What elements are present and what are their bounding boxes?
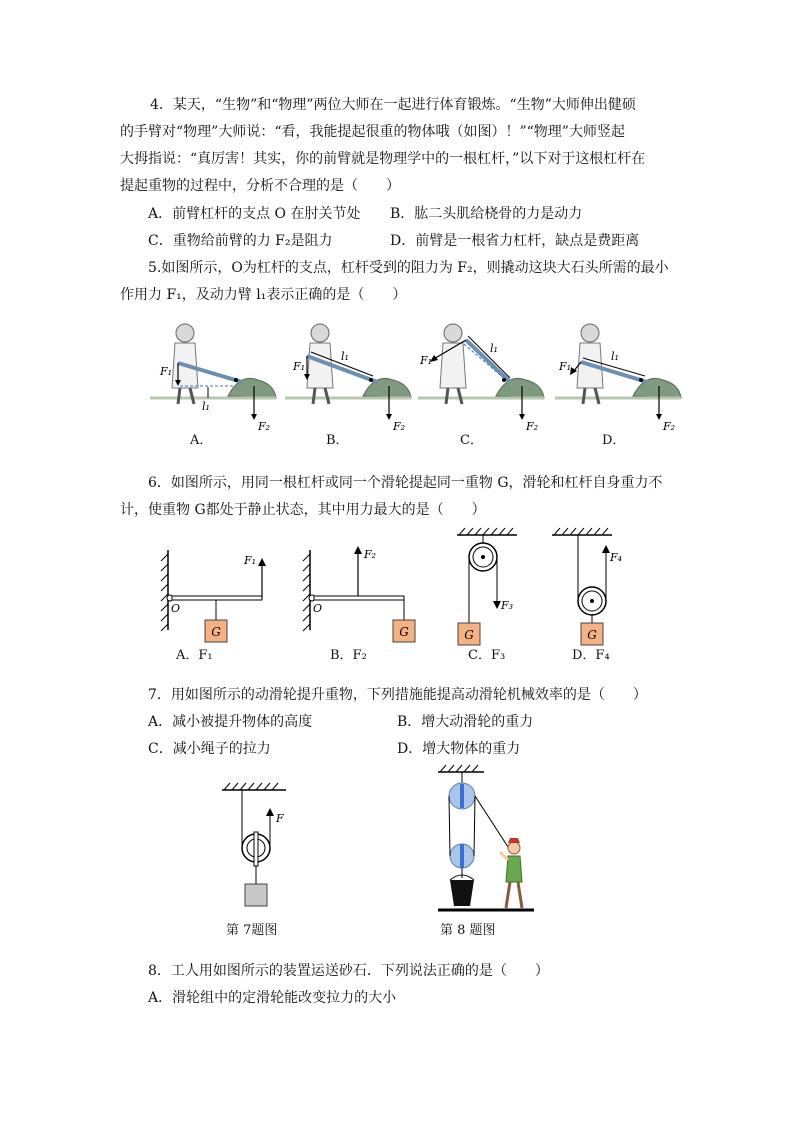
label-l1: l₁ xyxy=(341,350,349,363)
q6-caption-c: C．F₃ xyxy=(468,648,506,663)
label-f1: F₁ xyxy=(160,365,173,378)
q4-stem-line2: 的手臂对“物理”大师说：“看，我能提起很重的物体哦（如图）！”“物理”大师竖起 xyxy=(120,124,625,140)
q5-caption-a: A． xyxy=(190,433,213,448)
q5-figure-c xyxy=(418,318,548,438)
q6-figure-d xyxy=(548,525,638,650)
label-f2: F₂ xyxy=(364,548,377,561)
q7-stem: 7．用如图所示的动滑轮提升重物，下列措施能提高动滑轮机械效率的是（ ） xyxy=(148,687,647,703)
label-f2: F₂ xyxy=(526,420,539,433)
label-f: F xyxy=(276,812,284,825)
q5-figure-a xyxy=(150,318,280,438)
lever-rod xyxy=(172,596,262,600)
label-f1: F₁ xyxy=(420,354,433,367)
q7-option-b: B．增大动滑轮的重力 xyxy=(397,714,534,730)
q4-option-d: D．前臂是一根省力杠杆，缺点是费距离 xyxy=(390,233,640,249)
q6-figure-a xyxy=(158,540,278,650)
q7-figure-caption: 第 7题图 xyxy=(226,923,278,938)
worker xyxy=(508,842,520,854)
q6-stem-line2: 计，使重物 G都处于静止状态，其中用力最大的是（ ） xyxy=(120,502,486,518)
lever-rod xyxy=(314,596,404,600)
label-f2: F₂ xyxy=(663,420,676,433)
label-f3: F₃ xyxy=(501,599,514,612)
label-f2: F₂ xyxy=(393,420,406,433)
q6-figure-b xyxy=(300,540,420,650)
label-l1: l₁ xyxy=(202,400,210,413)
label-o: O xyxy=(171,602,181,615)
q6-caption-d: D．F₄ xyxy=(572,648,610,663)
q4-stem-line3: 大拇指说：“真厉害！其实，你的前臂就是物理学中的一根杠杆，”以下对于这根杠杆在 xyxy=(120,151,646,167)
q5-stem-line1: 5.如图所示，O为杠杆的支点，杠杆受到的阻力为 F₂，则撬动这块大石头所需的最小 xyxy=(148,260,669,276)
bucket xyxy=(450,880,474,906)
label-g: G xyxy=(587,628,597,642)
q5-caption-c: C． xyxy=(460,433,483,448)
q8-figure-caption: 第 8 题图 xyxy=(440,923,496,938)
q7-option-d: D．增大物体的重力 xyxy=(397,741,521,757)
q5-figure-d xyxy=(555,318,685,438)
q6-caption-b: B．F₂ xyxy=(330,648,367,663)
q4-stem-line1: 4．某天，“生物”和“物理”两位大师在一起进行体育锻炼。“生物”大师伸出健硕 xyxy=(150,97,636,113)
q7-figure xyxy=(218,782,298,912)
q8-figure xyxy=(436,764,536,916)
label-f2: F₂ xyxy=(258,420,271,433)
q5-caption-b: B． xyxy=(326,433,349,448)
q8-option-a: A．滑轮组中的定滑轮能改变拉力的大小 xyxy=(148,990,397,1006)
weight xyxy=(245,884,267,906)
label-g: G xyxy=(399,625,409,639)
q5-caption-d: D． xyxy=(602,433,626,448)
label-f1: F₁ xyxy=(559,360,572,373)
label-g: G xyxy=(464,628,474,642)
label-f1: F₁ xyxy=(293,360,306,373)
q6-figure-c xyxy=(445,525,535,650)
scientist xyxy=(440,343,466,388)
q6-caption-a: A．F₁ xyxy=(176,648,213,663)
q4-option-a: A．前臂杠杆的支点 O 在肘关节处 xyxy=(148,206,361,222)
lever-bar xyxy=(466,340,510,382)
q8-stem: 8．工人用如图所示的装置运送砂石．下列说法正确的是（ ） xyxy=(148,963,549,979)
label-f4: F₄ xyxy=(610,551,623,564)
q6-stem-line1: 6．如图所示，用同一根杠杆或同一个滑轮提起同一重物 G，滑轮和杠杆自身重力不 xyxy=(148,475,663,491)
label-l1: l₁ xyxy=(490,342,498,355)
label-o: O xyxy=(313,602,323,615)
q4-option-c: C．重物给前臂的力 F₂是阻力 xyxy=(148,233,333,249)
label-f1: F₁ xyxy=(244,554,257,567)
q5-stem-line2: 作用力 F₁，及动力臂 l₁表示正确的是（ ） xyxy=(120,287,407,303)
q4-stem-line4: 提起重物的过程中，分析不合理的是（ ） xyxy=(120,178,400,194)
q7-option-a: A．减小被提升物体的高度 xyxy=(148,714,313,730)
q5-figure-b xyxy=(285,318,415,438)
q4-option-b: B．肱二头肌给桡骨的力是动力 xyxy=(390,206,583,222)
q7-option-c: C．减小绳子的拉力 xyxy=(148,741,271,757)
label-l1: l₁ xyxy=(611,350,619,363)
label-g: G xyxy=(211,625,221,639)
